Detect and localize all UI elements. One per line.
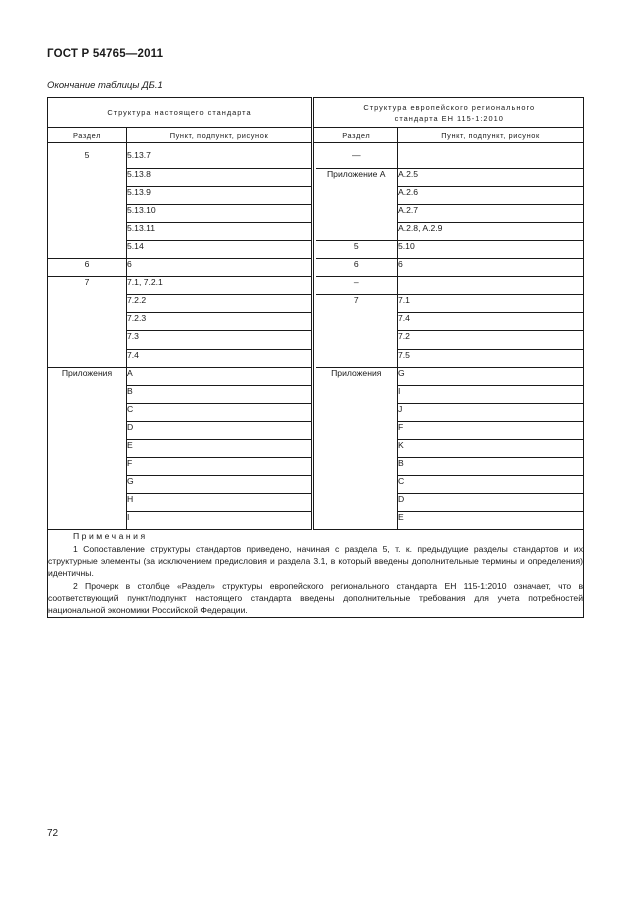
- right-section-appendices: Приложения: [316, 367, 398, 530]
- left-item: 5.13.10: [127, 204, 313, 222]
- left-item: 5.13.11: [127, 222, 313, 240]
- right-item: A.2.7: [398, 204, 584, 222]
- left-item: 5.13.7: [127, 150, 313, 168]
- right-item: C: [398, 476, 584, 494]
- right-section: 6: [316, 259, 398, 277]
- right-section-appendix-a: Приложение А: [316, 168, 398, 240]
- right-item: 7.2: [398, 331, 584, 349]
- left-item: C: [127, 403, 313, 421]
- left-item: 7.1, 7.2.1: [127, 277, 313, 295]
- left-item: 7.3: [127, 331, 313, 349]
- notes-block: [48, 530, 584, 617]
- right-group-header-line2: стандарта ЕН 115-1:2010: [394, 113, 504, 123]
- left-section-6: 6: [48, 259, 127, 277]
- left-item: 6: [127, 259, 313, 277]
- right-group-header-line1: Структура европейского регионального: [363, 102, 536, 112]
- note-2: 2 Прочерк в столбце «Раздел» структуры европейского регионального стандарта ЕН 115-1:2010 означает, что в соответствующий пункт/подпункт настоящего стандарта введены дополнительные требования для учета потребностей национальной экономики Российской Федерации.: [48, 580, 584, 616]
- right-item: [398, 150, 584, 168]
- col-section-left: Раздел: [48, 128, 127, 143]
- right-section: 5: [316, 240, 398, 258]
- right-item: D: [398, 494, 584, 512]
- right-item: F: [398, 421, 584, 439]
- right-item: 7.5: [398, 349, 584, 367]
- col-item-left: Пункт, подпункт, рисунок: [127, 128, 313, 143]
- left-item: 5.14: [127, 240, 313, 258]
- right-item: K: [398, 440, 584, 458]
- table-caption: Окончание таблицы ДБ.1: [47, 80, 163, 91]
- note-1: 1 Сопоставление структуры стандартов приведено, начиная с раздела 5, т. к. предыдущие разделы стандартов и их структурные элементы (за исключением предисловия и раздела 3.1, в который введены дополнительные термины и определения) идентичны.: [48, 543, 584, 579]
- right-group-header: [316, 98, 584, 128]
- left-item: B: [127, 385, 313, 403]
- left-section-5: 5: [48, 150, 127, 259]
- left-group-header: Структура настоящего стандарта: [48, 98, 313, 128]
- right-item: A.2.6: [398, 186, 584, 204]
- left-item: 7.4: [127, 349, 313, 367]
- right-item: E: [398, 512, 584, 530]
- comparison-table: [47, 97, 584, 618]
- col-item-right: Пункт, подпункт, рисунок: [398, 128, 584, 143]
- right-item: G: [398, 367, 584, 385]
- right-item: 7.4: [398, 313, 584, 331]
- left-item: D: [127, 421, 313, 439]
- left-item: 5.13.9: [127, 186, 313, 204]
- right-item: [398, 277, 584, 295]
- right-item: A.2.5: [398, 168, 584, 186]
- document-code: ГОСТ Р 54765—2011: [47, 48, 164, 60]
- left-item: G: [127, 476, 313, 494]
- right-item: A.2.8, A.2.9: [398, 222, 584, 240]
- left-item: 7.2.2: [127, 295, 313, 313]
- left-section-7: 7: [48, 277, 127, 367]
- page-number: 72: [47, 828, 59, 839]
- right-item: B: [398, 458, 584, 476]
- left-item: H: [127, 494, 313, 512]
- right-section: –: [316, 277, 398, 295]
- left-item: A: [127, 367, 313, 385]
- col-section-right: Раздел: [316, 128, 398, 143]
- notes-title: Примечания: [73, 531, 148, 542]
- right-item: 7.1: [398, 295, 584, 313]
- left-section-appendices: Приложения: [48, 367, 127, 530]
- left-item: I: [127, 512, 130, 523]
- right-section-7: 7: [316, 295, 398, 367]
- right-section: —: [316, 150, 398, 168]
- left-item: E: [127, 440, 313, 458]
- right-item: 6: [398, 259, 584, 277]
- left-item: 7.2.3: [127, 313, 313, 331]
- left-item: 5.13.8: [127, 168, 313, 186]
- right-item: J: [398, 403, 584, 421]
- right-item: I: [398, 385, 584, 403]
- right-item: 5.10: [398, 240, 584, 258]
- left-item: F: [127, 458, 313, 476]
